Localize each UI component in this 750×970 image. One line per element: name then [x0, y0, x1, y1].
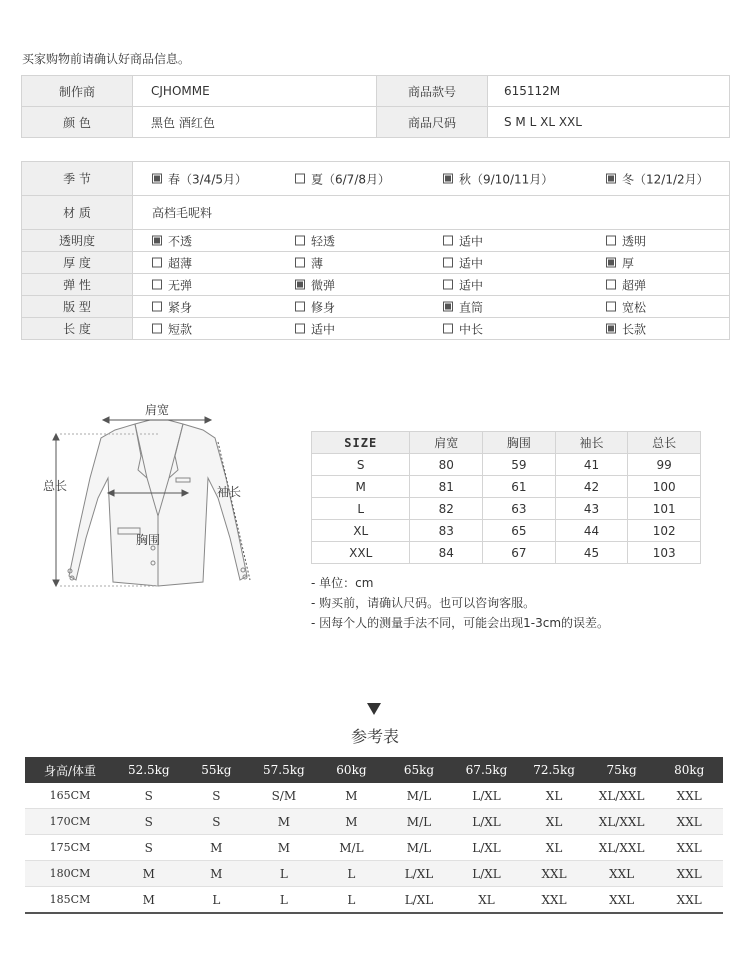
thickness-option-label: 厚: [622, 256, 635, 270]
unchecked-box-icon: [152, 302, 162, 312]
elasticity-option: [443, 276, 483, 293]
reference-cell: XL: [520, 783, 588, 809]
attr-row-thickness: [22, 252, 730, 274]
size-cell: 67: [483, 542, 556, 564]
transparency-option: [443, 232, 483, 249]
reference-cell: M/L: [385, 783, 453, 809]
reference-cell: 165CM: [25, 783, 115, 809]
note-line: - 购买前，请确认尺码。也可以咨询客服。: [311, 596, 536, 610]
reference-cell: L/XL: [453, 809, 521, 835]
transparency-options: [133, 230, 730, 252]
size-header-cell: 肩宽: [410, 432, 483, 454]
reference-cell: M: [115, 887, 183, 914]
size-cell: L: [312, 498, 410, 520]
down-arrow-icon: [367, 703, 381, 715]
thickness-option-label: 适中: [459, 256, 484, 270]
fit-option-label: 紧身: [168, 300, 193, 314]
size-cell: 101: [628, 498, 701, 520]
size-row: [312, 542, 701, 564]
size-row: [312, 520, 701, 542]
size-cell: 61: [483, 476, 556, 498]
checked-box-icon: [443, 302, 453, 312]
total-length-label: 总长: [43, 479, 68, 493]
season-option-label: 秋（9/10/11月）: [459, 172, 554, 186]
size-cell: 99: [628, 454, 701, 476]
length-option-label: 中长: [459, 322, 484, 336]
attr-row-fit: [22, 296, 730, 318]
reference-cell: M/L: [385, 835, 453, 861]
season-option: [606, 170, 709, 187]
checked-box-icon: [606, 174, 616, 184]
size-cell: XXL: [312, 542, 410, 564]
unchecked-box-icon: [606, 236, 616, 246]
reference-cell: M: [318, 783, 386, 809]
size-header-cell: 袖长: [555, 432, 628, 454]
attr-row-length: [22, 318, 730, 340]
reference-cell: XL: [453, 887, 521, 914]
transparency-option-label: 适中: [459, 234, 484, 248]
thickness-option: [152, 254, 192, 271]
season-options: [133, 162, 730, 196]
reference-cell: L: [183, 887, 251, 914]
reference-cell: XXL: [655, 835, 723, 861]
fit-option: [606, 298, 646, 315]
size-cell: M: [312, 476, 410, 498]
reference-cell: M: [318, 809, 386, 835]
elasticity-option: [606, 276, 646, 293]
transparency-option-label: 轻透: [311, 234, 336, 248]
reference-cell: L/XL: [453, 783, 521, 809]
size-cell: 84: [410, 542, 483, 564]
elasticity-option-label: 无弹: [168, 278, 193, 292]
reference-cell: XXL: [655, 887, 723, 914]
size-cell: 44: [555, 520, 628, 542]
unchecked-box-icon: [295, 302, 305, 312]
size-cell: S: [312, 454, 410, 476]
reference-header-cell: 72.5kg: [520, 757, 588, 783]
size-cell: 45: [555, 542, 628, 564]
reference-cell: XL: [520, 835, 588, 861]
reference-row: [25, 809, 723, 835]
season-label: 季 节: [22, 162, 133, 196]
length-label: 长 度: [22, 318, 133, 340]
transparency-option: [295, 232, 335, 249]
size-cell: 102: [628, 520, 701, 542]
length-option: [295, 320, 335, 337]
checked-box-icon: [295, 280, 305, 290]
size-cell: XL: [312, 520, 410, 542]
unchecked-box-icon: [443, 280, 453, 290]
thickness-option: [295, 254, 323, 271]
reference-cell: S: [115, 835, 183, 861]
reference-cell: M: [183, 835, 251, 861]
reference-cell: S: [115, 809, 183, 835]
size-row: [312, 476, 701, 498]
material-value: 高档毛呢料: [133, 196, 730, 230]
unchecked-box-icon: [443, 258, 453, 268]
attr-row-season: [22, 162, 730, 196]
size-cell: 83: [410, 520, 483, 542]
size-row: [312, 454, 701, 476]
reference-table: [25, 757, 723, 914]
size-cell: 43: [555, 498, 628, 520]
thickness-option-label: 超薄: [168, 256, 193, 270]
reference-cell: L/XL: [385, 887, 453, 914]
attr-row-transparency: [22, 230, 730, 252]
length-option-label: 长款: [622, 322, 647, 336]
season-option: [152, 170, 247, 187]
reference-header-cell: 52.5kg: [115, 757, 183, 783]
size-header-cell: 总长: [628, 432, 701, 454]
attr-row-material: [22, 196, 730, 230]
reference-row: [25, 861, 723, 887]
reference-cell: 170CM: [25, 809, 115, 835]
reference-cell: XL/XXL: [588, 835, 656, 861]
style-no-label: 商品款号: [377, 76, 488, 107]
reference-cell: 185CM: [25, 887, 115, 914]
size-notes: [311, 573, 609, 633]
season-option-label: 春（3/4/5月）: [168, 172, 247, 186]
season-option-label: 夏（6/7/8月）: [311, 172, 390, 186]
reference-cell: M: [250, 809, 318, 835]
transparency-label: 透明度: [22, 230, 133, 252]
size-row: [312, 498, 701, 520]
unchecked-box-icon: [443, 324, 453, 334]
fit-option: [152, 298, 192, 315]
note-line: - 单位：cm: [311, 576, 374, 590]
reference-cell: XXL: [588, 861, 656, 887]
reference-cell: XXL: [655, 861, 723, 887]
size-label: 商品尺码: [377, 107, 488, 138]
checked-box-icon: [152, 236, 162, 246]
maker-value: CJHOMME: [133, 76, 377, 107]
reference-cell: S: [115, 783, 183, 809]
reference-header-cell: 身高/体重: [25, 757, 115, 783]
thickness-options: [133, 252, 730, 274]
reference-header-cell: 75kg: [588, 757, 656, 783]
size-cell: 103: [628, 542, 701, 564]
unchecked-box-icon: [152, 280, 162, 290]
reference-cell: XL: [520, 809, 588, 835]
transparency-option: [606, 232, 646, 249]
unchecked-box-icon: [295, 324, 305, 334]
color-value: 黑色 酒红色: [133, 107, 377, 138]
reference-cell: M/L: [318, 835, 386, 861]
elasticity-option-label: 微弹: [311, 278, 336, 292]
reference-cell: S: [183, 809, 251, 835]
color-label: 颜 色: [22, 107, 133, 138]
fit-option: [295, 298, 335, 315]
length-option: [443, 320, 483, 337]
size-header-cell: 胸围: [483, 432, 556, 454]
size-cell: 59: [483, 454, 556, 476]
shoulder-label: 肩宽: [144, 403, 170, 417]
fit-option-label: 直筒: [459, 300, 484, 314]
length-option-label: 短款: [168, 322, 193, 336]
fit-label: 版 型: [22, 296, 133, 318]
fit-option: [443, 298, 483, 315]
elasticity-option: [295, 276, 335, 293]
reference-cell: 175CM: [25, 835, 115, 861]
reference-cell: XL/XXL: [588, 783, 656, 809]
size-header-cell: SIZE: [312, 432, 410, 454]
reference-cell: S/M: [250, 783, 318, 809]
size-cell: 82: [410, 498, 483, 520]
size-cell: 65: [483, 520, 556, 542]
elasticity-label: 弹 性: [22, 274, 133, 296]
thickness-option: [606, 254, 634, 271]
reference-cell: M: [183, 861, 251, 887]
unchecked-box-icon: [295, 174, 305, 184]
sizes-value: S M L XL XXL: [488, 107, 730, 138]
reference-cell: XXL: [588, 887, 656, 914]
reference-cell: XXL: [655, 809, 723, 835]
note-line: - 因每个人的测量手法不同，可能会出现1-3cm的误差。: [311, 616, 610, 630]
length-options: [133, 318, 730, 340]
unchecked-box-icon: [295, 258, 305, 268]
size-cell: 41: [555, 454, 628, 476]
size-cell: 80: [410, 454, 483, 476]
reference-row: [25, 835, 723, 861]
jacket-measurement-diagram: [40, 398, 270, 598]
unchecked-box-icon: [606, 280, 616, 290]
reference-header-cell: 65kg: [385, 757, 453, 783]
unchecked-box-icon: [152, 324, 162, 334]
fit-option-label: 修身: [311, 300, 336, 314]
thickness-option-label: 薄: [311, 256, 324, 270]
sleeve-label: 袖长: [217, 485, 242, 499]
reference-cell: L: [250, 887, 318, 914]
reference-header-cell: 80kg: [655, 757, 723, 783]
reference-cell: L: [250, 861, 318, 887]
reference-cell: XXL: [520, 861, 588, 887]
fit-option-label: 宽松: [622, 300, 647, 314]
reference-header-cell: 60kg: [318, 757, 386, 783]
chest-label: 胸围: [135, 533, 161, 547]
maker-label: 制作商: [22, 76, 133, 107]
reference-header-cell: 67.5kg: [453, 757, 521, 783]
reference-cell: 180CM: [25, 861, 115, 887]
product-info-table: [21, 75, 730, 138]
size-cell: 100: [628, 476, 701, 498]
checked-box-icon: [152, 174, 162, 184]
notice-text: 买家购物前请确认好商品信息。: [22, 52, 191, 66]
elasticity-options: [133, 274, 730, 296]
elasticity-option: [152, 276, 192, 293]
reference-cell: L: [318, 861, 386, 887]
thickness-option: [443, 254, 483, 271]
size-cell: 81: [410, 476, 483, 498]
reference-cell: XXL: [655, 783, 723, 809]
fit-options: [133, 296, 730, 318]
transparency-option-label: 透明: [622, 234, 647, 248]
attr-row-elasticity: [22, 274, 730, 296]
thickness-label: 厚 度: [22, 252, 133, 274]
reference-header-cell: 57.5kg: [250, 757, 318, 783]
season-option: [295, 170, 390, 187]
reference-cell: S: [183, 783, 251, 809]
size-cell: 63: [483, 498, 556, 520]
unchecked-box-icon: [606, 302, 616, 312]
attribute-table: [21, 161, 730, 340]
reference-header-cell: 55kg: [183, 757, 251, 783]
reference-cell: L: [318, 887, 386, 914]
reference-cell: XL/XXL: [588, 809, 656, 835]
size-table: [311, 431, 701, 564]
length-option: [606, 320, 646, 337]
unchecked-box-icon: [443, 236, 453, 246]
season-option: [443, 170, 553, 187]
elasticity-option-label: 超弹: [622, 278, 647, 292]
transparency-option-label: 不透: [168, 234, 193, 248]
checked-box-icon: [606, 258, 616, 268]
reference-row: [25, 783, 723, 809]
reference-cell: L/XL: [453, 861, 521, 887]
reference-cell: M/L: [385, 809, 453, 835]
season-option-label: 冬（12/1/2月）: [622, 172, 709, 186]
reference-row: [25, 887, 723, 914]
elasticity-option-label: 适中: [459, 278, 484, 292]
reference-title: 参考表: [350, 727, 399, 746]
reference-cell: L/XL: [453, 835, 521, 861]
length-option: [152, 320, 192, 337]
reference-cell: XXL: [520, 887, 588, 914]
length-option-label: 适中: [311, 322, 336, 336]
checked-box-icon: [443, 174, 453, 184]
size-cell: 42: [555, 476, 628, 498]
unchecked-box-icon: [152, 258, 162, 268]
checked-box-icon: [606, 324, 616, 334]
reference-cell: L/XL: [385, 861, 453, 887]
reference-cell: M: [115, 861, 183, 887]
material-label: 材 质: [22, 196, 133, 230]
unchecked-box-icon: [295, 236, 305, 246]
reference-cell: M: [250, 835, 318, 861]
transparency-option: [152, 232, 192, 249]
style-no-value: 615112M: [488, 76, 730, 107]
